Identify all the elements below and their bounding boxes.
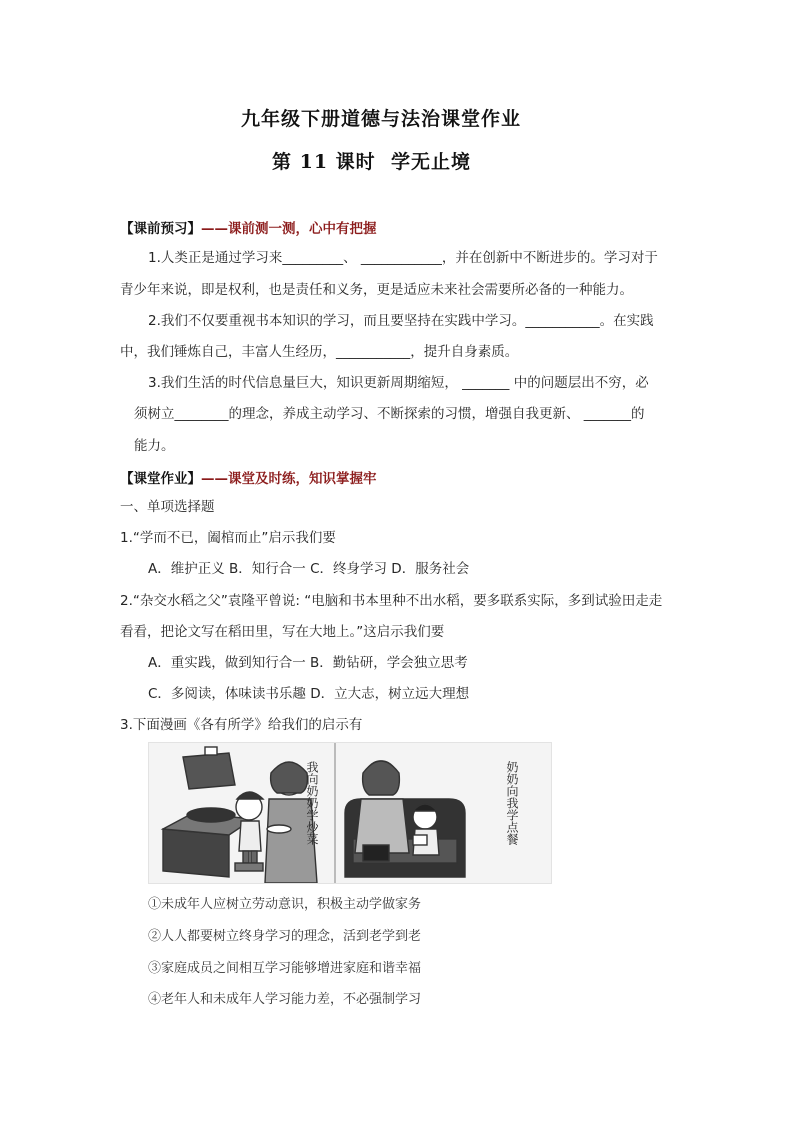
preview-heading (120, 217, 377, 237)
preview-heading-slogan: ——课前测一测，心中有把握 (201, 221, 377, 237)
left-panel (163, 747, 317, 883)
comic-left-caption: 我向奶奶学炒菜 (305, 761, 319, 845)
q2-stem-line-2: 看看，把论文写在稻田里，写在大地上。”这启示我们要 (120, 624, 445, 640)
q2-options-line-2: C．多阅读，体味读书乐趣 D．立大志，树立远大理想 (148, 686, 470, 702)
preview-line-1: 1.人类正是通过学习来_________、 ____________，并在创新中不断进步的。学习对于 (148, 250, 658, 266)
preview-line-3: 2.我们不仅要重视书本知识的学习，而且要坚持在实践中学习。___________。在实践 (148, 313, 654, 329)
q3-stem: 3.下面漫画《各有所学》给我们的启示有 (120, 717, 363, 733)
right-panel (345, 761, 465, 877)
section-title: 一、单项选择题 (120, 499, 215, 515)
preview-line-6: 须树立________的理念，养成主动学习、不断探索的习惯，增强自我更新、 _______的 (134, 406, 645, 422)
q1-options: A．维护正义 B．知行合一 C．终身学习 D．服务社会 (148, 561, 470, 577)
lesson-title: 学无止境 (391, 151, 472, 173)
q3-option-3: ③家庭成员之间相互学习能够增进家庭和谐幸福 (148, 961, 422, 976)
q2-stem-line-1: 2.“杂交水稻之父”袁隆平曾说: “电脑和书本里种不出水稻，要多联系实际，多到试验田走走 (120, 593, 663, 609)
preview-line-4: 中，我们锤炼自己，丰富人生经历，___________，提升自身素质。 (120, 344, 519, 360)
preview-line-2: 青少年来说，即是权利，也是责任和义务，更是适应未来社会需要所必备的一种能力。 (120, 282, 633, 298)
preview-line-5: 3.我们生活的时代信息量巨大，知识更新周期缩短， _______ 中的问题层出不穷，必 (148, 375, 649, 391)
preview-heading-bracket: 【课前预习】 (120, 221, 201, 237)
q3-option-2: ②人人都要树立终身学习的理念，活到老学到老 (148, 929, 422, 944)
comic-drawing (149, 743, 551, 883)
page-title: 九年级下册道德与法治课堂作业 (241, 108, 522, 130)
preview-line-7: 能力。 (134, 438, 175, 454)
classwork-heading-slogan: ——课堂及时练，知识掌握牢 (201, 471, 377, 487)
q1-stem: 1.“学而不已，阖棺而止”启示我们要 (120, 530, 336, 546)
q3-option-1: ①未成年人应树立劳动意识，积极主动学做家务 (148, 897, 422, 912)
classwork-heading-bracket: 【课堂作业】 (120, 471, 201, 487)
q3-option-4: ④老年人和未成年人学习能力差，不必强制学习 (148, 992, 422, 1007)
lesson-number: 第 11 课时 (272, 151, 376, 173)
comic-image (148, 742, 552, 884)
q2-options-line-1: A．重实践，做到知行合一 B．勤钻研，学会独立思考 (148, 655, 468, 671)
classwork-heading (120, 467, 377, 487)
comic-right-caption: 奶奶向我学点餐 (505, 761, 519, 845)
